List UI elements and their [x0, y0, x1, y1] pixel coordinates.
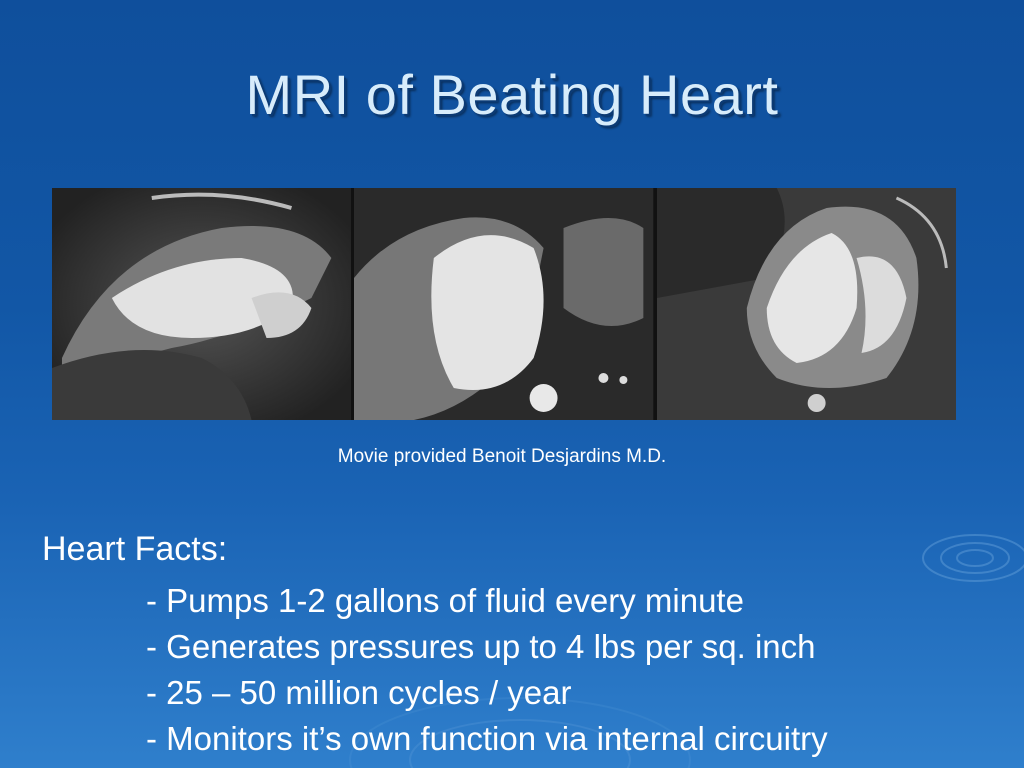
facts-heading: Heart Facts:: [42, 530, 228, 568]
facts-list: [146, 578, 828, 762]
fact-item: - Generates pressures up to 4 lbs per sq. inch: [146, 628, 816, 665]
mri-frame-left: [52, 188, 351, 420]
image-credit-caption: Movie provided Benoit Desjardins M.D.: [337, 446, 667, 467]
slide-title: MRI of Beating Heart: [245, 63, 779, 126]
mri-image-strip: [52, 188, 956, 420]
fact-item: - 25 – 50 million cycles / year: [146, 674, 572, 711]
fact-item: - Pumps 1-2 gallons of fluid every minute: [146, 582, 744, 619]
fact-item: - Monitors it’s own function via internal circuitry: [146, 720, 828, 757]
mri-frame-right: [657, 188, 956, 420]
mri-frame-middle: [354, 188, 653, 420]
